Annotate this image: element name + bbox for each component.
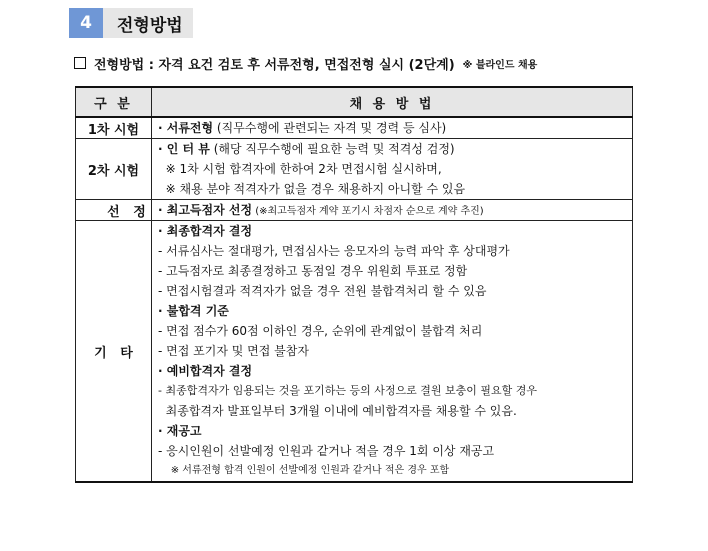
row-content (152, 200, 633, 221)
content-line: - 면접 점수가 60점 이하인 경우, 순위에 관계없이 불합격 처리 (158, 324, 483, 338)
content-line: · 인 터 뷰 (해당 직무수행에 필요한 능력 및 적격성 검정) (158, 142, 455, 156)
content-heading: · 재공고 (158, 424, 202, 438)
section-header (69, 8, 193, 38)
content-line: ※ 1차 시험 합격자에 한하여 2차 면접시험 실시하며, (158, 162, 442, 176)
row-label: 1차 시험 (76, 117, 152, 139)
section-title: 전형방법 (103, 8, 193, 38)
content-line: ※ 채용 분야 적격자가 없을 경우 채용하지 아니할 수 있음 (158, 182, 466, 196)
row-content (152, 117, 633, 139)
content-line: · 서류전형 (직무수행에 관련되는 자격 및 경력 등 심사) (158, 121, 447, 135)
table-row (76, 139, 633, 200)
content-line: - 면접 포기자 및 면접 불참자 (158, 344, 309, 358)
content-heading: · 최종합격자 결정 (158, 224, 253, 238)
header-category: 구 분 (76, 87, 152, 117)
summary-note: ※ 블라인드 채용 (462, 59, 538, 71)
content-line: 최종합격자 발표일부터 3개월 이내에 예비합격자를 채용할 수 있음. (158, 404, 517, 418)
summary-text: 전형방법 : 자격 요건 검토 후 서류전형, 면접전형 실시 (2단계) (94, 57, 455, 73)
row-content (152, 139, 633, 200)
table-header-row (76, 87, 633, 117)
row-content (152, 221, 633, 483)
content-line: · 최고득점자 선정 (※최고득점자 계약 포기시 차점자 순으로 계약 추진) (158, 203, 484, 217)
table-row (76, 117, 633, 139)
table-row (76, 200, 633, 221)
content-line: - 고득점자로 최종결정하고 동점일 경우 위원회 투표로 정함 (158, 264, 468, 278)
table-row (76, 221, 633, 483)
content-line: - 응시인원이 선발예정 인원과 같거나 적을 경우 1회 이상 재공고 (158, 444, 495, 458)
content-line: ※ 서류전형 합격 인원이 선발예정 인원과 같거나 적은 경우 포함 (158, 465, 450, 476)
content-line: - 최종합격자가 임용되는 것을 포기하는 등의 사정으로 결원 보충이 필요할 경우 (158, 384, 537, 397)
row-label: 선 정 (76, 200, 152, 221)
summary-line (74, 52, 537, 74)
section-number: 4 (69, 8, 103, 38)
row-label: 2차 시험 (76, 139, 152, 200)
content-heading: · 불합격 기준 (158, 304, 229, 318)
row-label: 기 타 (76, 221, 152, 483)
header-method: 채 용 방 법 (152, 87, 633, 117)
checkbox-icon (74, 57, 86, 69)
content-line: - 서류심사는 절대평가, 면접심사는 응모자의 능력 파악 후 상대평가 (158, 244, 510, 258)
content-line: - 면접시험결과 적격자가 없을 경우 전원 불합격처리 할 수 있음 (158, 284, 487, 298)
content-heading: · 예비합격자 결정 (158, 364, 253, 378)
selection-method-table (75, 86, 633, 483)
